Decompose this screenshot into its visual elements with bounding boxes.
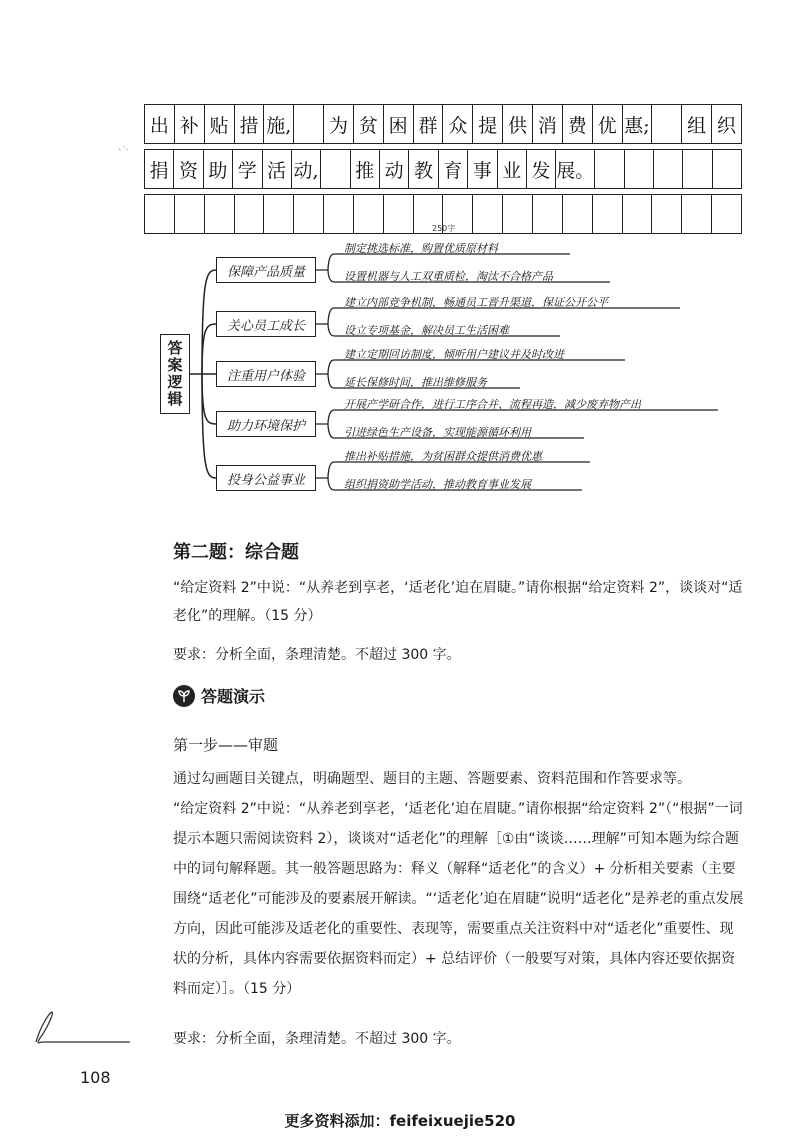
grid-cell bbox=[533, 195, 563, 233]
grid-cell bbox=[354, 195, 384, 233]
grid-cell bbox=[595, 150, 624, 188]
grid-cell bbox=[175, 195, 205, 233]
grid-cell bbox=[235, 195, 265, 233]
grid-cell: 供 bbox=[503, 105, 533, 143]
leaf-item: 设立专项基金，解决员工生活困难 bbox=[344, 324, 509, 337]
page-number: 108 bbox=[80, 1068, 111, 1087]
grid-cell: 活 bbox=[263, 150, 292, 188]
grid-cell bbox=[264, 195, 294, 233]
grid-cell: 动 bbox=[380, 150, 409, 188]
answer-grid-row-1 bbox=[144, 104, 742, 144]
word-count-label: 250字 bbox=[432, 224, 456, 233]
grid-cell bbox=[321, 150, 350, 188]
grid-cell: 展。 bbox=[556, 150, 595, 188]
grid-cell: 贴 bbox=[205, 105, 235, 143]
grid-cell: 提 bbox=[473, 105, 503, 143]
grid-cell bbox=[682, 195, 712, 233]
grid-cell: 补 bbox=[175, 105, 205, 143]
grid-cell: 施, bbox=[264, 105, 294, 143]
grid-cell: 教 bbox=[409, 150, 438, 188]
grid-cell bbox=[625, 150, 654, 188]
question-title: 第二题：综合题 bbox=[173, 542, 299, 563]
grid-cell: 惠; bbox=[623, 105, 653, 143]
grid-cell: 资 bbox=[174, 150, 203, 188]
answer-grid-row-2 bbox=[144, 149, 742, 189]
grid-cell bbox=[652, 105, 682, 143]
grid-cell bbox=[145, 195, 175, 233]
demo-paragraph-1: 通过勾画题目关键点，明确题型、题目的主题、答题要素、资料范围和作答要求等。 bbox=[173, 771, 691, 787]
demo-section-header bbox=[173, 684, 265, 707]
branch-employee-growth: 关心员工成长 bbox=[216, 311, 316, 337]
grid-cell: 困 bbox=[384, 105, 414, 143]
grid-cell: 捐 bbox=[145, 150, 174, 188]
leaf-item: 开展产学研合作，进行工序合并、流程再造，减少废弃物产出 bbox=[344, 398, 641, 411]
branch-user-experience: 注重用户体验 bbox=[216, 361, 316, 387]
grid-cell: 推 bbox=[351, 150, 380, 188]
demo-requirement: 要求：分析全面，条理清楚。不超过 300 字。 bbox=[173, 1031, 461, 1047]
grid-cell bbox=[294, 105, 324, 143]
pen-icon bbox=[30, 1008, 140, 1048]
grid-cell: 助 bbox=[204, 150, 233, 188]
grid-cell: 贫 bbox=[354, 105, 384, 143]
question-prompt: “给定资料 2”中说：“从养老到享老，‘适老化’迫在眉睫。”请你根据“给定资料 2”，谈谈对“适老化”的理解。（15 分） bbox=[173, 580, 743, 624]
grid-cell bbox=[473, 195, 503, 233]
footer-note: 更多资料添加：feifeixuejie520 bbox=[284, 1112, 516, 1130]
grid-cell bbox=[384, 195, 414, 233]
grid-cell: 优 bbox=[593, 105, 623, 143]
leaf-item: 建立内部竞争机制，畅通员工晋升渠道，保证公开公平 bbox=[344, 296, 608, 309]
grid-cell bbox=[654, 150, 683, 188]
branch-public-welfare: 投身公益事业 bbox=[216, 465, 316, 491]
margin-mark: 、·. bbox=[118, 143, 129, 153]
seedling-icon bbox=[173, 685, 195, 707]
question-requirement: 要求：分析全面，条理清楚。不超过 300 字。 bbox=[173, 647, 461, 663]
leaf-item: 设置机器与人工双重质检，淘汰不合格产品 bbox=[344, 270, 553, 283]
leaf-item: 建立定期回访制度，倾听用户建议并及时改进 bbox=[344, 348, 564, 361]
grid-cell: 出 bbox=[145, 105, 175, 143]
grid-cell bbox=[205, 195, 235, 233]
grid-cell: 费 bbox=[563, 105, 593, 143]
answer-logic-mindmap bbox=[150, 238, 750, 498]
grid-cell: 为 bbox=[324, 105, 354, 143]
leaf-item: 组织捐资助学活动，推动教育事业发展 bbox=[344, 478, 531, 491]
grid-cell: 业 bbox=[498, 150, 527, 188]
grid-cell: 群 bbox=[414, 105, 444, 143]
branch-product-quality: 保障产品质量 bbox=[216, 257, 316, 283]
grid-cell bbox=[652, 195, 682, 233]
leaf-item: 制定挑选标准，购置优质原材料 bbox=[344, 242, 498, 255]
grid-cell bbox=[623, 195, 653, 233]
grid-cell: 组 bbox=[682, 105, 712, 143]
branch-environment: 助力环境保护 bbox=[216, 411, 316, 437]
mindmap-root: 答案逻辑 bbox=[160, 334, 190, 414]
grid-cell: 事 bbox=[468, 150, 497, 188]
leaf-item: 延长保修时间，推出维修服务 bbox=[344, 376, 487, 389]
grid-cell bbox=[683, 150, 712, 188]
leaf-item: 推出补贴措施，为贫困群众提供消费优惠 bbox=[344, 450, 542, 463]
step-title: 第一步——审题 bbox=[173, 736, 279, 754]
grid-cell bbox=[563, 195, 593, 233]
grid-cell: 动, bbox=[292, 150, 321, 188]
grid-cell: 育 bbox=[439, 150, 468, 188]
grid-cell: 学 bbox=[233, 150, 262, 188]
demo-paragraph-2: “给定资料 2”中说：“从养老到享老，‘适老化’迫在眉睫。”请你根据“给定资料 2”（“根据”一词提示本题只需阅读资料 2），谈谈对“适老化”的理解［①由“谈谈……理解”可知本题为综合题中的词句解释题。其一般答题思路为：释义（解释“适老化”的含义）+ 分析相关要素（主要围绕“适老化”可能涉及的要素展开解读。“‘适老化’迫在眉睫”说明“适老化”是养老的重点发展方向，因此可能涉及适老化的重要性、表现等，需要重点关注资料中对“适老化”重要性、现状的分析，具体内容需要依据资料而定）+ 总结评价（一般要写对策，具体内容还要依据资料而定）］。（15 分） bbox=[173, 801, 744, 997]
grid-cell: 措 bbox=[235, 105, 265, 143]
grid-cell: 众 bbox=[443, 105, 473, 143]
grid-cell: 消 bbox=[533, 105, 563, 143]
grid-cell bbox=[713, 150, 741, 188]
leaf-item: 引进绿色生产设备，实现能源循环利用 bbox=[344, 426, 531, 439]
grid-row bbox=[145, 105, 741, 143]
grid-cell: 织 bbox=[716, 114, 736, 137]
grid-cell bbox=[593, 195, 623, 233]
grid-cell bbox=[294, 195, 324, 233]
grid-cell bbox=[712, 195, 741, 233]
grid-cell bbox=[324, 195, 354, 233]
grid-cell bbox=[503, 195, 533, 233]
grid-row bbox=[145, 150, 741, 188]
grid-cell: 发 bbox=[527, 150, 556, 188]
demo-section-title: 答题演示 bbox=[201, 687, 266, 706]
